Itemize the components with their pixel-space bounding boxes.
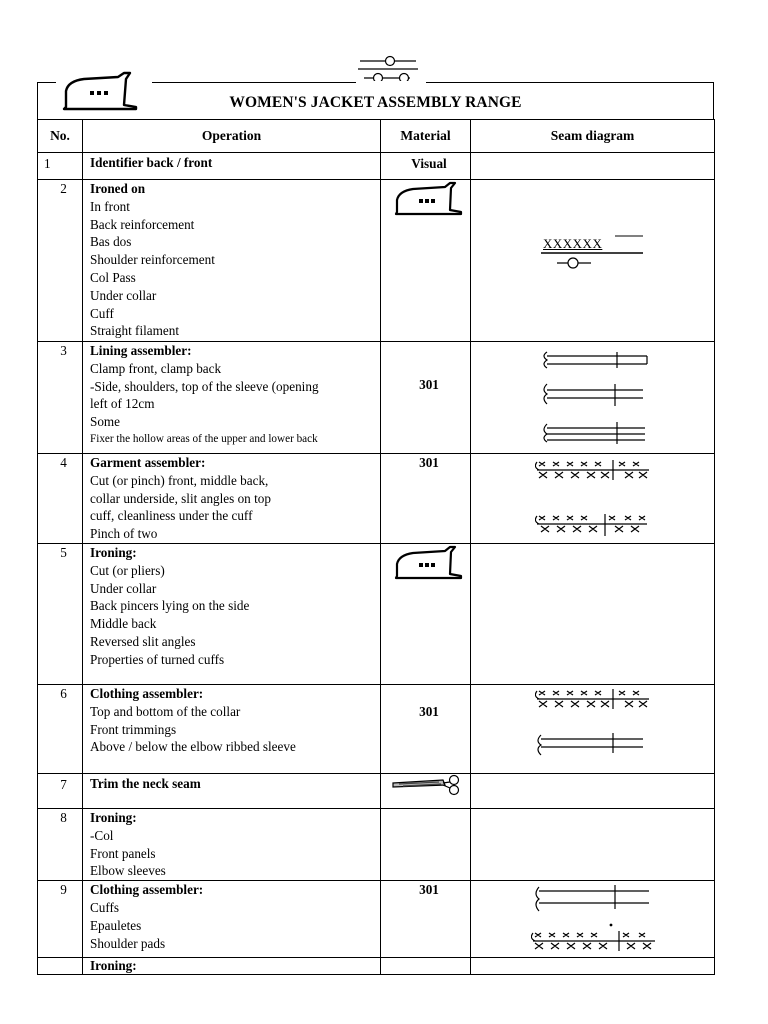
row-number bbox=[38, 958, 83, 975]
operation-title: Identifier back / front bbox=[90, 155, 213, 170]
row-number: 5 bbox=[38, 544, 83, 685]
operation-line: Front panels bbox=[90, 845, 156, 861]
operation-title: Clothing assembler: bbox=[90, 882, 204, 898]
stitch-diagram-icon bbox=[537, 230, 647, 270]
operation-line: collar underside, slit angles on top bbox=[90, 490, 271, 506]
table-row bbox=[38, 180, 715, 342]
operation-line: Straight filament bbox=[90, 323, 179, 339]
operation-title: Garment assembler: bbox=[90, 455, 206, 470]
operation-line: Middle back bbox=[90, 616, 157, 632]
operation-line: Back reinforcement bbox=[90, 216, 195, 232]
operation-line: Epauletes bbox=[90, 917, 142, 933]
operation-line: Cuffs bbox=[90, 899, 120, 915]
material-cell bbox=[381, 544, 471, 685]
row-number: 4 bbox=[38, 454, 83, 544]
table-row bbox=[38, 774, 715, 809]
header-no: No. bbox=[38, 120, 83, 153]
seam-diagram-cell bbox=[471, 774, 715, 809]
operation-title: Ironing: bbox=[90, 810, 137, 825]
seam-diagram-cell bbox=[471, 454, 715, 544]
seam-diagram-cell bbox=[471, 881, 715, 958]
row-number: 1 bbox=[38, 153, 83, 180]
seam-diagram-cell bbox=[471, 180, 715, 342]
operation-cell bbox=[83, 958, 381, 975]
operation-title: Lining assembler: bbox=[90, 343, 192, 358]
operation-line: Cut (or pliers) bbox=[90, 562, 165, 578]
operation-cell bbox=[83, 685, 381, 774]
operation-line: Bas dos bbox=[90, 234, 132, 250]
operation-title: Ironed on bbox=[90, 181, 146, 196]
row-number: 8 bbox=[38, 809, 83, 881]
table-row bbox=[38, 342, 715, 454]
stitch-diagram-icon bbox=[539, 348, 651, 448]
table-header-row bbox=[38, 120, 715, 153]
operation-line: Above / below the elbow ribbed sleeve bbox=[90, 739, 296, 755]
operation-title: Ironing: bbox=[90, 958, 137, 974]
operation-line: -Col bbox=[90, 827, 114, 843]
table-row bbox=[38, 685, 715, 774]
operation-cell bbox=[83, 454, 381, 544]
table-row bbox=[38, 881, 715, 958]
operation-cell bbox=[83, 544, 381, 685]
table-row bbox=[38, 809, 715, 881]
operation-cell bbox=[83, 180, 381, 342]
material-cell: 301 bbox=[381, 342, 471, 454]
operation-line: Some bbox=[90, 414, 121, 430]
table-row bbox=[38, 454, 715, 544]
scissors-icon bbox=[391, 774, 467, 796]
operation-line: -Side, shoulders, top of the sleeve (opening bbox=[90, 378, 319, 394]
operation-title: Trim the neck seam bbox=[90, 776, 201, 791]
operation-line: left of 12cm bbox=[90, 396, 155, 412]
operation-line: Cut (or pinch) front, middle back, bbox=[90, 472, 269, 488]
row-number: 7 bbox=[38, 774, 83, 809]
operation-line: Pinch of two bbox=[90, 526, 158, 542]
title-bar bbox=[37, 82, 714, 119]
operation-cell bbox=[83, 153, 381, 180]
iron-icon bbox=[393, 544, 465, 580]
operations-table bbox=[37, 119, 715, 975]
header-operation: Operation bbox=[83, 120, 381, 153]
operation-cell bbox=[83, 809, 381, 881]
row-number: 9 bbox=[38, 881, 83, 958]
seam-diagram-cell bbox=[471, 958, 715, 975]
operation-cell bbox=[83, 342, 381, 454]
operation-line: Properties of turned cuffs bbox=[90, 651, 225, 667]
material-cell: 301 bbox=[381, 454, 471, 544]
row-number: 3 bbox=[38, 342, 83, 454]
material-cell: Visual bbox=[381, 153, 471, 180]
operation-line: Clamp front, clamp back bbox=[90, 360, 222, 376]
operation-line: cuff, cleanliness under the cuff bbox=[90, 508, 253, 524]
iron-icon bbox=[393, 180, 465, 216]
header-seam-diagram: Seam diagram bbox=[471, 120, 715, 153]
stitch-diagram-icon bbox=[531, 885, 659, 955]
operation-line: Under collar bbox=[90, 287, 157, 303]
table-row bbox=[38, 544, 715, 685]
operation-line: Cuff bbox=[90, 305, 114, 321]
stitch-diagram-icon bbox=[535, 458, 653, 540]
material-cell bbox=[381, 180, 471, 342]
table-row bbox=[38, 958, 715, 975]
material-cell bbox=[381, 958, 471, 975]
operation-line: Top and bottom of the collar bbox=[90, 703, 241, 719]
seam-diagram-cell bbox=[471, 809, 715, 881]
row-number: 6 bbox=[38, 685, 83, 774]
operation-line: Shoulder reinforcement bbox=[90, 252, 215, 268]
operation-line: Fixer the hollow areas of the upper and lower back bbox=[90, 432, 318, 445]
operation-line: In front bbox=[90, 198, 130, 214]
operation-line: Elbow sleeves bbox=[90, 863, 166, 879]
seam-diagram-cell bbox=[471, 153, 715, 180]
material-cell: 301 bbox=[381, 685, 471, 774]
page-title: WOMEN'S JACKET ASSEMBLY RANGE bbox=[229, 94, 522, 111]
header-material: Material bbox=[381, 120, 471, 153]
operation-line: Shoulder pads bbox=[90, 935, 166, 951]
operation-line: Reversed slit angles bbox=[90, 633, 196, 649]
operation-title: Clothing assembler: bbox=[90, 686, 204, 701]
seam-diagram-cell bbox=[471, 544, 715, 685]
material-cell: 301 bbox=[381, 881, 471, 958]
material-cell bbox=[381, 809, 471, 881]
material-cell bbox=[381, 774, 471, 809]
seam-diagram-cell bbox=[471, 685, 715, 774]
operation-line: Col Pass bbox=[90, 269, 136, 285]
operation-title: Ironing: bbox=[90, 545, 137, 560]
stitch-diagram-icon bbox=[535, 687, 653, 763]
operation-cell bbox=[83, 881, 381, 958]
seam-diagram-cell bbox=[471, 342, 715, 454]
operation-line: Front trimmings bbox=[90, 721, 177, 737]
seam-label: XXXXXX bbox=[543, 236, 603, 251]
operation-line: Under collar bbox=[90, 580, 157, 596]
operation-cell bbox=[83, 774, 381, 809]
operation-line: Back pincers lying on the side bbox=[90, 598, 250, 614]
row-number: 2 bbox=[38, 180, 83, 342]
table-row bbox=[38, 153, 715, 180]
